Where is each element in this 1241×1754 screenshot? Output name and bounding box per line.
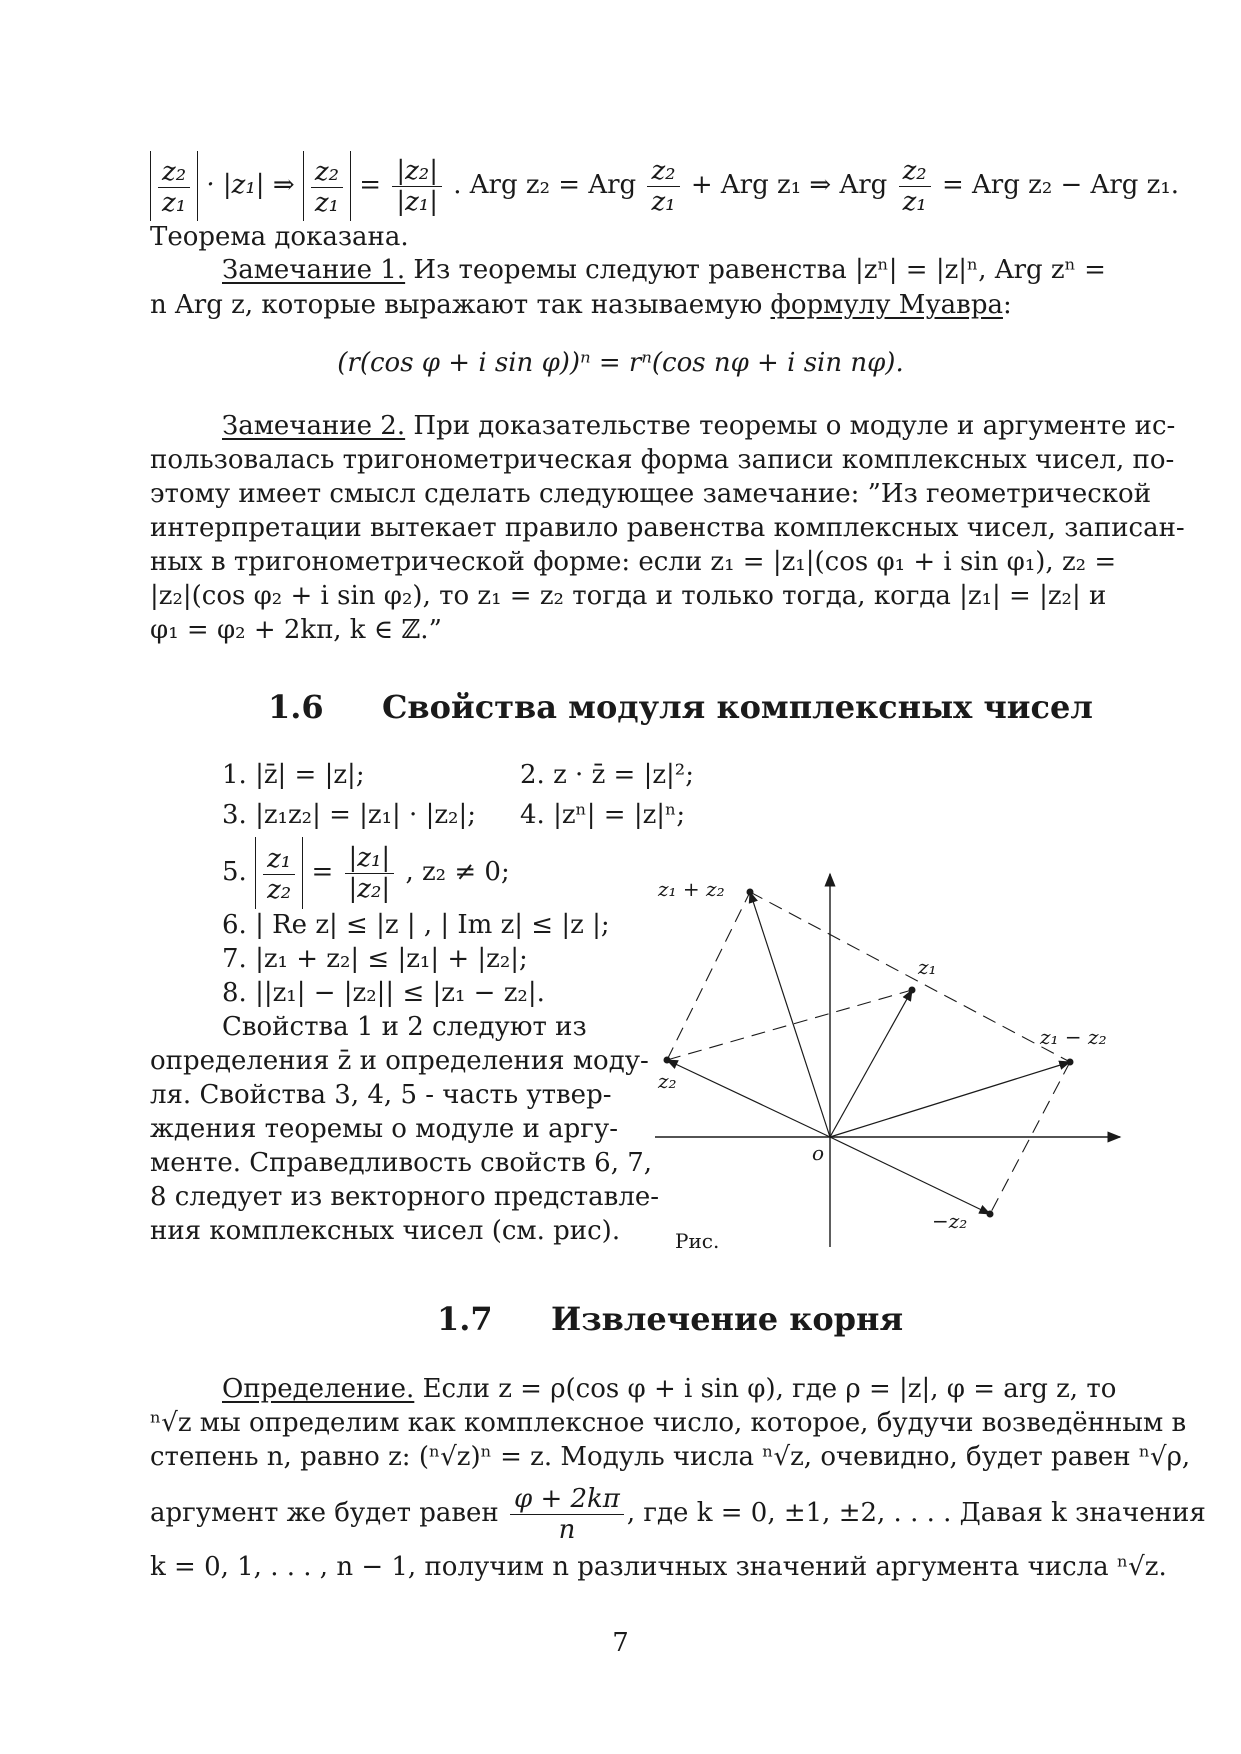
section-number: 1.7	[437, 1300, 493, 1338]
remark2-line6: |z₂|(cos φ₂ + i sin φ₂), то z₁ = z₂ тогда и только тогда, когда |z₁| = |z₂| и	[150, 581, 1107, 611]
def-line2: ⁿ√z мы определим как комплексное число, которое, будучи возведённым в	[150, 1408, 1187, 1438]
vector-sum	[750, 892, 830, 1137]
point-neg-z2	[987, 1211, 994, 1218]
top-formula-line	[150, 150, 1179, 220]
dashed-edge	[990, 1062, 1070, 1214]
remark2-line5: ных в тригонометрической форме: если z₁ = |z₁|(cos φ₁ + i sin φ₁), z₂ =	[150, 547, 1117, 577]
formula-text: + Arg z₁ ⇒ Arg	[690, 170, 888, 200]
frac-den: z₁	[162, 187, 187, 218]
frac-num: z₁	[263, 844, 295, 875]
remark1-text: n Arg z, которые выражают так называемую	[150, 290, 763, 320]
section-heading-1-6	[268, 688, 1093, 726]
frac-den: |z₁|	[396, 186, 438, 217]
label-neg-z2: −z₂	[932, 1209, 968, 1233]
vector-diagram	[650, 862, 1130, 1262]
figure-caption: Рис.	[675, 1229, 720, 1253]
remark1-label: Замечание 1.	[222, 255, 406, 285]
definition-text: Если z = ρ(cos φ + i sin φ), где ρ = |z|, φ = arg z, то	[422, 1374, 1117, 1404]
frac-den: z₂	[267, 874, 292, 905]
frac-num: z₂	[311, 157, 343, 188]
para16-line3: ля. Свойства 3, 4, 5 - часть утвер-	[150, 1080, 612, 1110]
frac-num: z₂	[158, 157, 190, 188]
def-line5: k = 0, 1, . . . , n − 1, получим n различных значений аргумента числа ⁿ√z.	[150, 1552, 1167, 1582]
property-5	[222, 836, 510, 908]
label-diff: z₁ − z₂	[1040, 1025, 1107, 1049]
def-line4	[150, 1478, 1206, 1548]
property-4: 4. |zⁿ| = |z|ⁿ;	[520, 800, 686, 830]
moivre-formula-term: формулу Муавра	[770, 290, 1003, 320]
remark1-text: :	[1002, 290, 1012, 320]
definition-text: аргумент же будет равен	[150, 1498, 499, 1528]
section-heading-1-7	[437, 1300, 903, 1338]
formula-text: , z₂ ≠ 0;	[405, 857, 510, 887]
frac-num: |z₂|	[392, 156, 442, 187]
abs-fraction	[303, 151, 351, 221]
point-z2	[664, 1057, 671, 1064]
formula-text: =	[311, 857, 334, 887]
frac-den: z₁	[314, 187, 340, 218]
property-1: 1. |z̄| = |z|;	[222, 760, 365, 790]
point-z1	[909, 987, 916, 994]
formula-text: · |z₁| ⇒	[206, 170, 295, 200]
moivre-formula: (r(cos φ + i sin φ))ⁿ = rⁿ(cos nφ + i sin nφ).	[337, 348, 904, 378]
section-title: Свойства модуля комплексных чисел	[381, 688, 1093, 726]
remark2-text: При доказательстве теоремы о модуле и аргументе ис-	[413, 411, 1176, 441]
label-origin: o	[812, 1141, 825, 1165]
property-2: 2. z · z̄ = |z|²;	[520, 760, 694, 790]
para16-line2: определения z̄ и определения моду-	[150, 1046, 649, 1076]
label-z2: z₂	[658, 1069, 677, 1093]
fraction	[647, 156, 679, 217]
frac-num: |z₁|	[345, 843, 395, 874]
dashed-edge	[750, 892, 1070, 1062]
definition-text: , где k = 0, ±1, ±2, . . . . Давая k значения	[626, 1498, 1206, 1528]
frac-den: z₁	[651, 186, 676, 217]
property-6: 6. | Re z| ≤ |z | , | Im z| ≤ |z |;	[222, 910, 610, 940]
para16-line7: ния комплексных чисел (см. рис).	[150, 1216, 621, 1246]
point-diff	[1067, 1059, 1074, 1066]
abs-fraction	[255, 837, 303, 909]
label-sum: z₁ + z₂	[658, 877, 725, 901]
abs-fraction	[150, 151, 198, 221]
para16-line1: Свойства 1 и 2 следуют из	[222, 1012, 587, 1042]
remark2-line7: φ₁ = φ₂ + 2kπ, k ∈ ℤ.”	[150, 615, 442, 645]
def-line1	[222, 1372, 1116, 1406]
frac-den: z₁	[902, 186, 927, 217]
section-title: Извлечение корня	[550, 1300, 904, 1338]
remark2-label: Замечание 2.	[222, 411, 406, 441]
frac-den: |z₂|	[348, 873, 391, 904]
point-sum	[747, 889, 754, 896]
para16-line6: 8 следует из векторного представле-	[150, 1182, 660, 1212]
remark2-line1	[222, 409, 1175, 443]
vector-neg-z2	[830, 1137, 990, 1214]
para16-line5: менте. Справедливость свойств 6, 7,	[150, 1148, 653, 1178]
fraction	[392, 156, 442, 217]
fraction	[510, 1484, 624, 1545]
frac-num: z₂	[899, 156, 931, 187]
frac-num: φ + 2kπ	[510, 1484, 624, 1515]
property-number: 5.	[222, 857, 247, 887]
dashed-edge	[667, 990, 912, 1060]
def-line3: степень n, равно z: (ⁿ√z)ⁿ = z. Модуль числа ⁿ√z, очевидно, будет равен ⁿ√ρ,	[150, 1442, 1191, 1472]
formula-text: = Arg z₂ − Arg z₁.	[941, 170, 1180, 200]
fraction	[899, 156, 931, 217]
theorem-proved: Теорема доказана.	[150, 222, 409, 252]
formula-text: =	[359, 170, 382, 200]
remark1-line2	[150, 288, 1012, 322]
remark2-line4: интерпретации вытекает правило равенства комплексных чисел, записан-	[150, 513, 1185, 543]
remark2-line3: этому имеет смысл сделать следующее замечание: ”Из геометрической	[150, 479, 1152, 509]
frac-den: n	[558, 1514, 576, 1545]
property-8: 8. ||z₁| − |z₂|| ≤ |z₁ − z₂|.	[222, 978, 545, 1008]
fraction	[345, 843, 395, 904]
vector-z2	[667, 1060, 830, 1137]
definition-label: Определение.	[222, 1374, 415, 1404]
label-z1: z₁	[918, 955, 937, 979]
formula-text: . Arg z₂ = Arg	[453, 170, 637, 200]
page-number: 7	[612, 1628, 629, 1658]
remark2-line2: пользовалась тригонометрическая форма записи комплексных чисел, по-	[150, 445, 1175, 475]
dashed-edge	[667, 892, 750, 1060]
remark1-text: Из теоремы следуют равенства |zⁿ| = |z|ⁿ, Arg zⁿ =	[413, 255, 1106, 285]
property-7: 7. |z₁ + z₂| ≤ |z₁| + |z₂|;	[222, 944, 528, 974]
property-3: 3. |z₁z₂| = |z₁| · |z₂|;	[222, 800, 476, 830]
section-number: 1.6	[268, 688, 324, 726]
remark1-line1	[222, 253, 1106, 287]
para16-line4: ждения теоремы о модуле и аргу-	[150, 1114, 618, 1144]
frac-num: z₂	[647, 156, 679, 187]
